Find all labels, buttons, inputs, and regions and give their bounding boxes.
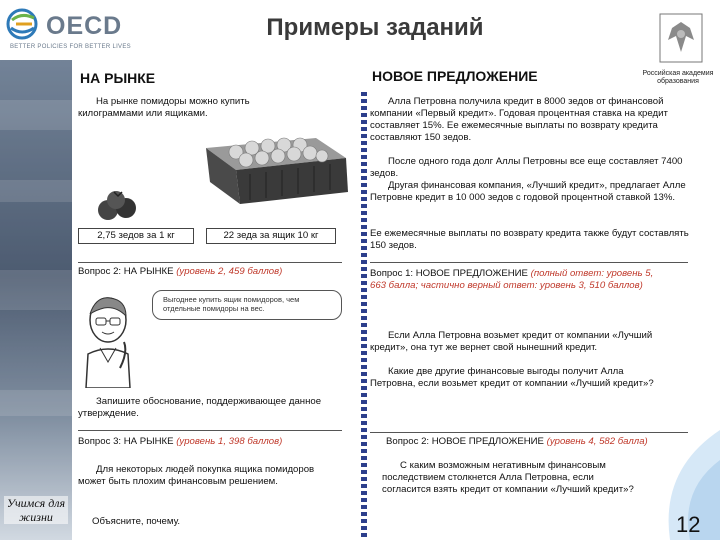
question-label: Вопрос 3: НА РЫНКЕ [78,436,177,447]
person-illustration [76,292,140,388]
divider [370,262,688,263]
question-1-heading [370,268,670,292]
question-3-text: Для некоторых людей покупка ящика помидоров может быть плохим финансовым решением. [78,464,315,487]
academy-name: Российская академия образования [642,70,714,85]
question-3-heading [78,436,348,448]
problem-paragraph-1: Алла Петровна получила кредит в 8000 зедов от финансовой компании «Первый кредит». Годовая процентная ставка на кредит составляет 15%. Ее ежемесячные выплаты по возврату кредита составляют 150 зедов. [370,96,668,143]
divider [78,430,342,431]
question-2-right-text: С каким возможным негативным финансовым последствием столкнется Алла Петровна, если согласится взять кредит от компании «Лучший кредит»? [382,460,634,495]
price-per-kg: 2,75 зедов за 1 кг [78,228,194,244]
question-level: (уровень 4, 582 балла) [546,436,648,447]
left-intro: На рынке помидоры можно купить килограммами или ящиками. [78,96,250,119]
question-1-task: Какие две другие финансовые выгоды получит Алла Петровна, если возьмет кредит от компании «Лучший кредит»? [370,366,654,389]
speech-bubble: Выгоднее купить ящик помидоров, чем отдельные помидоры на вес. [152,290,342,320]
page-title: Примеры заданий [266,14,484,41]
logo-text: OECD [46,12,123,40]
column-separator [361,92,367,538]
left-section-title: НА РЫНКЕ [80,70,156,86]
question-1-text: Если Алла Петровна возьмет кредит от компании «Лучший кредит», она тут же вернет свой нынешний кредит. [370,330,653,353]
page-number: 12 [676,512,701,537]
footer-caption: Учимся для жизни [4,496,68,524]
question-level: (уровень 1, 398 баллов) [176,436,283,447]
decorative-photo-strip [0,60,72,540]
question-label: Вопрос 2: НОВОЕ ПРЕДЛОЖЕНИЕ [386,436,547,447]
question-3-task: Объясните, почему. [92,516,181,527]
question-2-task: Запишите обоснование, поддерживающее данное утверждение. [78,396,322,419]
price-per-box: 22 зеда за ящик 10 кг [206,228,336,244]
question-2-heading [78,266,348,278]
question-level: (уровень 2, 459 баллов) [176,266,283,277]
logo-tagline: BETTER POLICIES FOR BETTER LIVES [10,44,131,50]
tomato-crate-image [196,118,352,208]
decorative-corner [600,430,720,540]
academy-emblem-icon [658,12,704,64]
right-section-title: НОВОЕ ПРЕДЛОЖЕНИЕ [372,68,538,84]
oecd-globe-icon [6,8,42,40]
problem-paragraph-4: Ее ежемесячные выплаты по возврату кредита также будут составлять 150 зедов. [370,228,689,251]
divider [78,262,342,263]
problem-paragraph-2: После одного года долг Аллы Петровны все еще составляет 7400 зедов. [370,156,683,179]
oecd-logo [6,8,131,52]
question-level: (полный ответ: уровень 5, 663 балла; частично верный ответ: уровень 3, 510 баллов) [370,268,654,291]
question-label: Вопрос 2: НА РЫНКЕ [78,266,177,277]
tomatoes-image [96,188,140,224]
problem-paragraph-3: Другая финансовая компания, «Лучший кредит», предлагает Алле Петровне кредит в 10 000 зедов с годовой процентной ставкой 13%. [370,180,686,203]
question-label: Вопрос 1: НОВОЕ ПРЕДЛОЖЕНИЕ [370,268,531,279]
